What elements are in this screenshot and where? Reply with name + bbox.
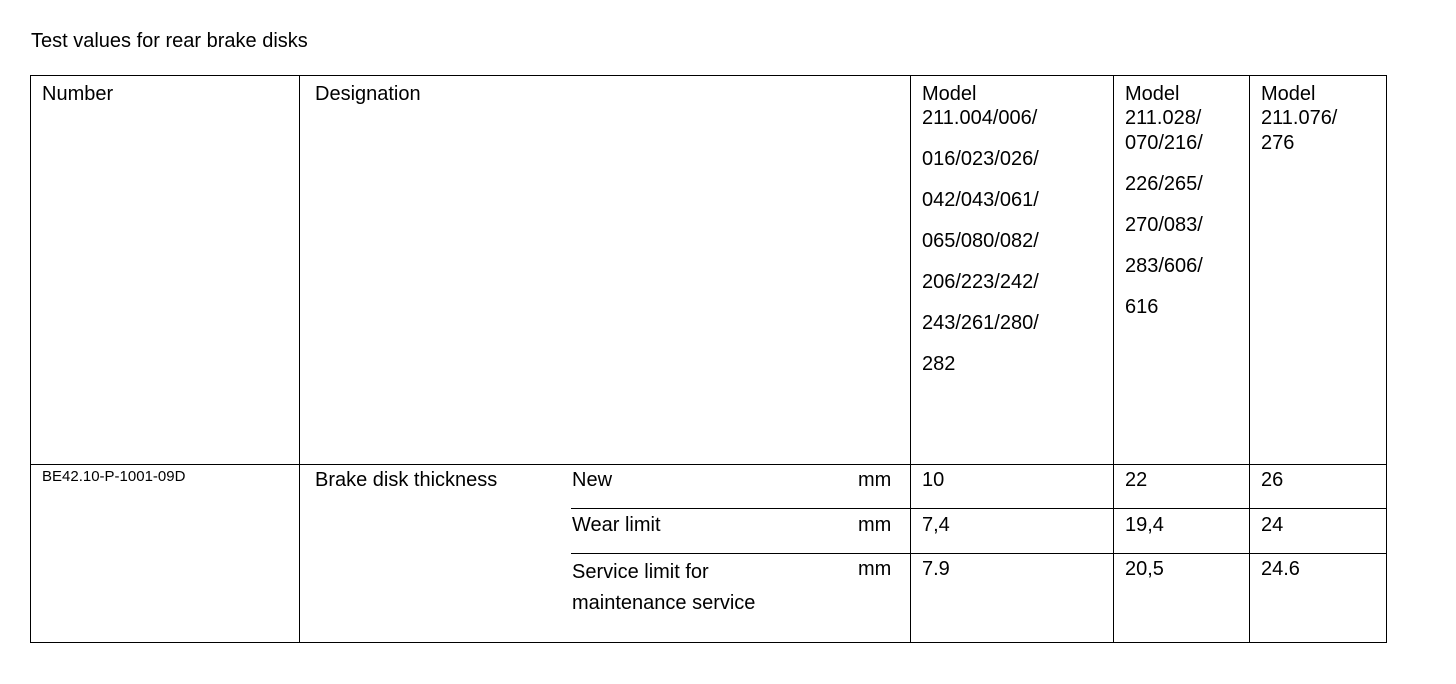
model-code: 211.076/ [1261, 107, 1338, 129]
model-code: 070/216/ [1125, 132, 1203, 154]
model-code: 270/083/ [1125, 214, 1203, 236]
model-code: 226/265/ [1125, 173, 1203, 195]
model-code: 211.004/006/ [922, 107, 1038, 129]
model-code: 065/080/082/ [922, 230, 1039, 252]
column-divider [910, 75, 911, 643]
item-unit: mm [858, 469, 892, 491]
model-code: 206/223/242/ [922, 271, 1039, 293]
row-number: BE42.10-P-1001-09D [42, 468, 186, 485]
model-code: 283/606/ [1125, 255, 1203, 277]
model-code: 282 [922, 353, 956, 375]
value-cell: 26 [1261, 469, 1284, 491]
item-unit: mm [858, 558, 892, 580]
item-unit: mm [858, 514, 892, 536]
value-cell: 24.6 [1261, 558, 1300, 580]
value-cell: 24 [1261, 514, 1284, 536]
header-model-3 [1261, 82, 1337, 155]
header-designation: Designation [315, 83, 421, 105]
model-code: 211.028/ [1125, 107, 1202, 129]
item-label: Wear limit [572, 514, 661, 536]
column-divider [1249, 75, 1250, 643]
model-label: Model [1261, 83, 1316, 105]
row-designation: Brake disk thickness [315, 469, 498, 491]
model-label: Model [1125, 83, 1180, 105]
column-divider [299, 75, 300, 643]
row-divider [571, 508, 1387, 509]
value-cell: 19,4 [1125, 514, 1164, 536]
value-cell: 22 [1125, 469, 1148, 491]
item-label-line: Service limit for [572, 561, 709, 583]
header-number: Number [42, 83, 114, 105]
model-code: 276 [1261, 132, 1295, 154]
value-cell: 7.9 [922, 558, 950, 580]
value-cell: 7,4 [922, 514, 950, 536]
value-cell: 20,5 [1125, 558, 1164, 580]
model-code: 243/261/280/ [922, 312, 1039, 334]
value-cell: 10 [922, 469, 945, 491]
item-label: New [572, 469, 613, 491]
item-label-line: maintenance service [572, 592, 756, 614]
item-label [572, 557, 755, 619]
model-code: 616 [1125, 296, 1159, 318]
model-code: 042/043/061/ [922, 189, 1039, 211]
model-code: 016/023/026/ [922, 148, 1039, 170]
header-model-1 [922, 82, 1039, 393]
document-title: Test values for rear brake disks [31, 30, 308, 52]
header-model-2 [1125, 82, 1203, 336]
model-label: Model [922, 83, 977, 105]
row-divider [571, 553, 1387, 554]
column-divider [1113, 75, 1114, 643]
header-divider [30, 464, 1387, 465]
